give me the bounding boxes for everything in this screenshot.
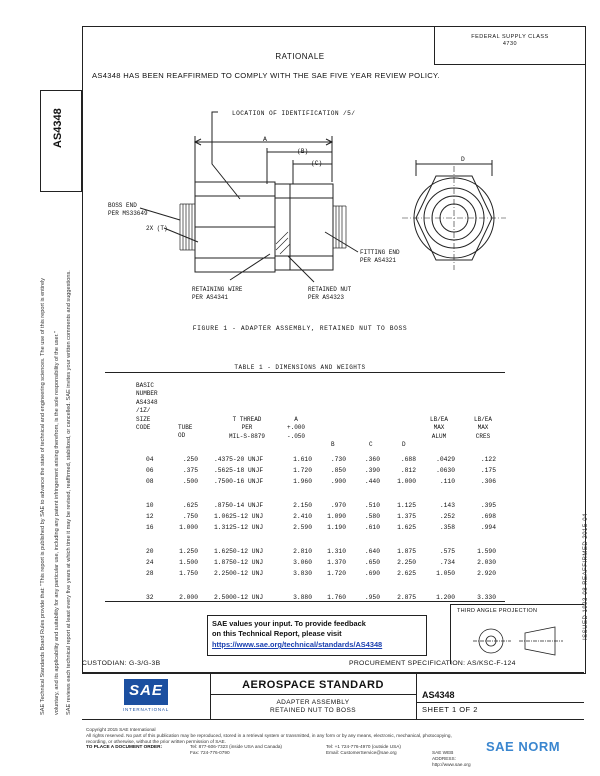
table-cell-d: 1.375: [397, 513, 416, 520]
table-cell-c: .690: [364, 570, 380, 577]
dim-c-label: (C): [311, 160, 323, 167]
projection-label: THIRD ANGLE PROJECTION: [457, 608, 538, 614]
header-tube: TUBE OD: [178, 424, 193, 440]
legal-notice-2: voluntary, and its applicability and suitability for any particular use, including any patent infringement arising therefrom, is the sole responsibility of the user.": [54, 331, 60, 715]
table-cell-a: 1.720: [293, 467, 312, 474]
number-divider: [416, 702, 584, 703]
table-cell-a: 2.810: [293, 548, 312, 555]
standard-heading: AEROSPACE STANDARD: [210, 679, 416, 695]
header-b: B: [331, 441, 335, 448]
table-cell-c: .390: [364, 467, 380, 474]
logo-cell: [82, 673, 211, 719]
standard-subtitle-2: RETAINED NUT TO BOSS: [270, 707, 356, 714]
table-cell-thread: .8750-14 UNJF: [214, 502, 264, 509]
table-cell-d: 1.875: [397, 548, 416, 555]
footer-rights-2: recording, or otherwise, without the prior written permission of SAE.: [86, 738, 226, 744]
watermark: SAE NORM: [486, 739, 561, 754]
footer-email[interactable]: Email: CustomerService@sae.org: [326, 750, 397, 756]
rationale-heading: RATIONALE: [275, 52, 325, 61]
table-cell-b: 1.760: [327, 594, 346, 601]
table-cell-tube: .625: [182, 502, 198, 509]
table-cell-code: 28: [146, 570, 154, 577]
standard-cell: [210, 673, 417, 719]
table-cell-c: .610: [364, 524, 380, 531]
table-cell-code: 10: [146, 502, 154, 509]
standard-number: AS4348: [422, 690, 455, 700]
table-cell-alum: .734: [439, 559, 455, 566]
table-cell-tube: 1.500: [179, 559, 198, 566]
issue-dates: ISSUED 1993-08 REAFFIRMED 2015-04: [583, 513, 589, 640]
table-cell-tube: 1.250: [179, 548, 198, 555]
table-cell-alum: .110: [439, 478, 455, 485]
table-cell-d: 1.625: [397, 524, 416, 531]
header-code: BASIC NUMBER AS4348 /1Z/ SIZE CODE: [136, 382, 158, 432]
table-cell-c: .950: [364, 594, 380, 601]
boss-end-callout: BOSS END PER MS33649: [108, 202, 148, 217]
retaining-wire-callout: RETAINING WIRE PER AS4341: [192, 286, 243, 301]
header-lb-cres: LB/EA MAX CRES: [474, 416, 493, 440]
feedback-link[interactable]: https://www.sae.org/technical/standards/AS4348: [212, 640, 383, 649]
table-bottom-rule: [105, 601, 505, 602]
table-cell-cres: 3.330: [477, 594, 496, 601]
procurement-spec: PROCUREMENT SPECIFICATION: AS/KSC-F-124: [349, 660, 516, 667]
table-cell-alum: 1.200: [436, 594, 455, 601]
header-c: C: [369, 441, 373, 448]
retained-nut-callout: RETAINED NUT PER AS4323: [308, 286, 352, 301]
table-cell-b: .900: [330, 478, 346, 485]
table-cell-tube: .250: [182, 456, 198, 463]
table-cell-d: 2.875: [397, 594, 416, 601]
header-thread: T THREAD PER MIL-S-8879: [229, 416, 266, 440]
table-cell-code: 32: [146, 594, 154, 601]
table-cell-a: 3.880: [293, 594, 312, 601]
table-cell-thread: 2.2500-12 UNJ: [214, 570, 264, 577]
table-title: TABLE 1 - DIMENSIONS AND WEIGHTS: [234, 364, 366, 371]
table-cell-thread: .4375-20 UNJF: [214, 456, 264, 463]
table-cell-cres: .306: [480, 478, 496, 485]
fed-class-code: 4730: [502, 41, 518, 47]
table-cell-cres: 1.590: [477, 548, 496, 555]
table-cell-c: .440: [364, 478, 380, 485]
fitting-end-callout: FITTING END PER AS4321: [360, 249, 400, 264]
table-cell-thread: 2.5000-12 UNJ: [214, 594, 264, 601]
dim-a-label: A: [263, 136, 267, 143]
footer-rights: All rights reserved. No part of this publication may be reproduced, stored in a retrieval system or transmitted, in any form or by any means, electronic, mechanical, photocopying,: [86, 732, 452, 738]
table-cell-thread: 1.0625-12 UNJ: [214, 513, 264, 520]
table-cell-tube: 1.000: [179, 524, 198, 531]
table-cell-d: 1.000: [397, 478, 416, 485]
table-cell-alum: .0630: [436, 467, 455, 474]
side-doc-number: AS4348: [52, 108, 64, 148]
table-cell-cres: .994: [480, 524, 496, 531]
fed-class-label: FEDERAL SUPPLY CLASS: [471, 34, 549, 40]
table-cell-b: .850: [330, 467, 346, 474]
table-cell-b: 1.370: [327, 559, 346, 566]
table-cell-thread: .5625-18 UNJF: [214, 467, 264, 474]
table-cell-code: 12: [146, 513, 154, 520]
table-cell-thread: 1.3125-12 UNJ: [214, 524, 264, 531]
footer-tel-2: Tel: +1 724-776-4970 (outside USA): [326, 744, 401, 750]
table-cell-alum: .252: [439, 513, 455, 520]
title-block: [82, 672, 584, 720]
footer: [86, 727, 471, 767]
table-cell-cres: .175: [480, 467, 496, 474]
legal-notice-3: SAE reviews each technical report at least every five years at which time it may be revised, reaffirmed, stabilized, or cancelled. SAE invites your written comments and suggestions.: [66, 270, 72, 715]
table-cell-alum: 1.050: [436, 570, 455, 577]
sae-logo-sub: INTERNATIONAL: [122, 707, 170, 712]
table-cell-a: 2.410: [293, 513, 312, 520]
table-cell-d: .688: [400, 456, 416, 463]
footer-fax: Fax: 724-776-0790: [190, 750, 230, 756]
table-cell-d: 2.250: [397, 559, 416, 566]
footer-order-label: TO PLACE A DOCUMENT ORDER:: [86, 744, 163, 750]
table-cell-code: 06: [146, 467, 154, 474]
sae-logo-text: SAE: [129, 682, 163, 699]
feedback-line-1: SAE values your input. To provide feedback: [212, 619, 366, 628]
table-cell-code: 08: [146, 478, 154, 485]
table-cell-cres: .122: [480, 456, 496, 463]
table-cell-tube: .500: [182, 478, 198, 485]
table-cell-a: 1.960: [293, 478, 312, 485]
table-cell-alum: .575: [439, 548, 455, 555]
table-cell-c: .510: [364, 502, 380, 509]
table-cell-cres: 2.030: [477, 559, 496, 566]
feedback-line-2: on this Technical Report, please visit: [212, 629, 342, 638]
header-d: D: [402, 441, 406, 448]
adapter-assembly-drawing: [100, 104, 540, 316]
table-cell-tube: 1.750: [179, 570, 198, 577]
sheet-number: SHEET 1 OF 2: [422, 705, 478, 714]
table-cell-thread: 1.6250-12 UNJ: [214, 548, 264, 555]
table-cell-d: .812: [400, 467, 416, 474]
dim-d-label: D: [461, 156, 465, 163]
table-cell-a: 2.150: [293, 502, 312, 509]
table-cell-alum: .143: [439, 502, 455, 509]
projection-box: [450, 604, 584, 664]
header-lb-alum: LB/EA MAX ALUM: [430, 416, 449, 440]
table-cell-d: 1.125: [397, 502, 416, 509]
table-cell-b: 1.190: [327, 524, 346, 531]
table-cell-b: 1.090: [327, 513, 346, 520]
figure-caption: FIGURE 1 - ADAPTER ASSEMBLY, RETAINED NUT TO BOSS: [192, 325, 408, 332]
table-cell-thread: .7500-16 UNJF: [214, 478, 264, 485]
table-cell-c: .360: [364, 456, 380, 463]
table-top-rule: [105, 372, 505, 373]
table-cell-cres: 2.920: [477, 570, 496, 577]
table-cell-d: 2.625: [397, 570, 416, 577]
table-cell-b: .730: [330, 456, 346, 463]
footer-web[interactable]: SAE WEB ADDRESS: http://www.sae.org: [432, 750, 471, 767]
table-cell-c: .580: [364, 513, 380, 520]
table-cell-b: .970: [330, 502, 346, 509]
table-cell-b: 1.310: [327, 548, 346, 555]
rationale-text: AS4348 HAS BEEN REAFFIRMED TO COMPLY WITH THE SAE FIVE YEAR REVIEW POLICY.: [92, 71, 440, 80]
number-cell: [416, 673, 584, 719]
table-cell-code: 16: [146, 524, 154, 531]
table-cell-cres: .698: [480, 513, 496, 520]
table-cell-code: 04: [146, 456, 154, 463]
table-cell-b: 1.720: [327, 570, 346, 577]
table-cell-tube: .750: [182, 513, 198, 520]
table-cell-alum: .358: [439, 524, 455, 531]
table-cell-cres: .395: [480, 502, 496, 509]
table-cell-code: 20: [146, 548, 154, 555]
legal-notice-1: SAE Technical Standards Board Rules provide that: "This report is published by SAE to advance the state of technical and engineering sciences. The use of this report is entirely: [40, 277, 46, 715]
table-cell-tube: 2.000: [179, 594, 198, 601]
header-a: A +.000 -.050: [287, 416, 306, 440]
table-cell-alum: .0429: [436, 456, 455, 463]
table-cell-code: 24: [146, 559, 154, 566]
dim-b-label: (B): [297, 148, 309, 155]
table-cell-c: .640: [364, 548, 380, 555]
table-cell-a: 3.060: [293, 559, 312, 566]
table-cell-a: 2.590: [293, 524, 312, 531]
table-cell-c: .650: [364, 559, 380, 566]
table-cell-thread: 1.8750-12 UNJ: [214, 559, 264, 566]
footer-tel-1: Tel: 877-606-7323 (inside USA and Canada): [190, 744, 282, 750]
location-callout: LOCATION OF IDENTIFICATION /5/: [232, 110, 356, 117]
table-cell-tube: .375: [182, 467, 198, 474]
table-cell-a: 1.610: [293, 456, 312, 463]
feedback-box: [207, 615, 427, 656]
standard-subtitle-1: ADAPTER ASSEMBLY: [276, 699, 350, 706]
table-cell-a: 3.830: [293, 570, 312, 577]
twox-t-callout: 2X (T): [146, 225, 168, 232]
footer-copyright: Copyright 2015 SAE International: [86, 727, 156, 732]
third-angle-projection-symbol: [471, 623, 567, 659]
custodian: CUSTODIAN: G-3/G-3B: [82, 660, 161, 667]
